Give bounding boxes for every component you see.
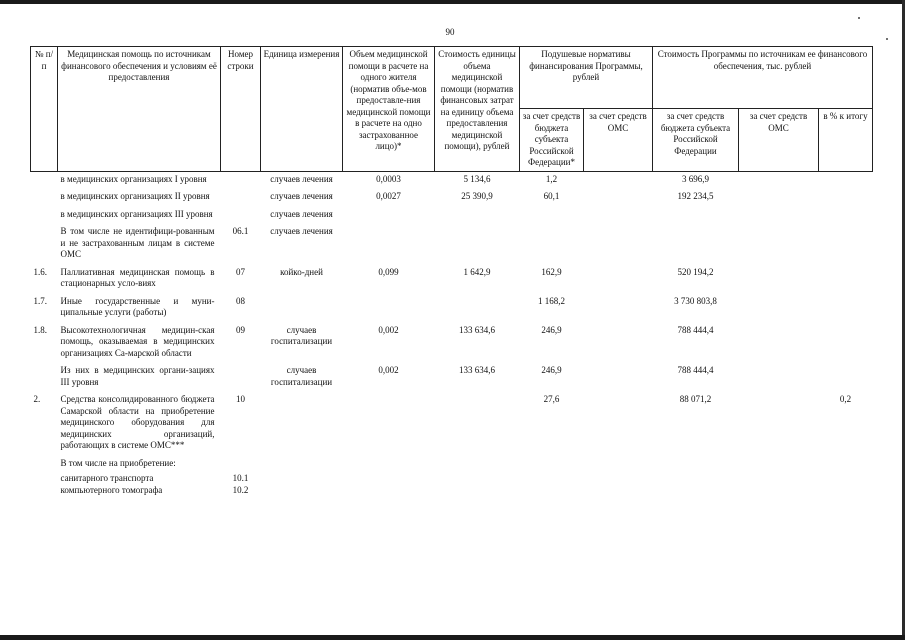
table-row: [31, 265, 873, 294]
row-cost-budget-cell: 3 696,9: [682, 173, 709, 184]
row-per-capita-oms-cell: [584, 392, 653, 456]
row-cost-oms-cell: [739, 392, 819, 456]
row-unit-cost-cell: [435, 207, 520, 225]
row-cost-budget-cell: 788 444,4: [677, 324, 714, 335]
row-per-capita-budget-cell: 246,9: [541, 324, 562, 335]
row-num-cell: [31, 224, 58, 265]
row-num-cell: [31, 456, 58, 474]
row-volume-cell: [343, 224, 435, 265]
row-volume-cell: 0,002: [378, 365, 399, 375]
row-cost-oms-cell: [739, 207, 819, 225]
row-volume-cell: [343, 294, 435, 323]
row-per-capita-budget-cell: [520, 207, 584, 225]
table-row: [31, 224, 873, 265]
row-volume-cell: 0,002: [378, 324, 399, 335]
table-body: [31, 171, 873, 496]
row-unit-cost-cell: [435, 485, 520, 497]
row-per-capita-oms-cell: [584, 294, 653, 323]
row-num-cell: 1.8.: [33, 324, 47, 335]
row-description-cell: Паллиативная медицинская помощь в стационарных усло-виях: [60, 266, 215, 288]
row-unit-cost-cell: 1 642,9: [463, 266, 491, 277]
header-volume: Объем медицинской помощи в расчете на одного жителя (норматив объе-мов предоставле-ния медицинской помощи в расчете на одно застрахованное лицо)*: [343, 47, 435, 172]
header-per-capita-oms: за счет средств ОМС: [584, 109, 653, 172]
header-program-cost-group: Стоимость Программы по источникам ее финансового обеспечения, тыс. рублей: [653, 47, 873, 109]
row-line-number-cell: 07: [236, 266, 245, 277]
page-number: 90: [445, 27, 455, 37]
table-row: [31, 392, 873, 456]
header-cost-oms: за счет средств ОМС: [739, 109, 819, 172]
row-num-cell: 1.7.: [33, 295, 47, 306]
row-per-capita-oms-cell: [584, 485, 653, 497]
row-cost-percent-cell: [819, 294, 873, 323]
row-unit-cost-cell: 25 390,9: [461, 191, 493, 201]
row-num-cell: [31, 207, 58, 225]
row-unit-cost-cell: [435, 294, 520, 323]
row-cost-percent-cell: [819, 265, 873, 294]
row-unit-cell: [261, 392, 343, 456]
row-unit-cost-cell: 133 634,6: [459, 365, 495, 375]
row-num-cell: [31, 363, 58, 392]
row-per-capita-budget-cell: [520, 485, 584, 497]
row-description-cell: В том числе на приобретение:: [60, 457, 176, 468]
row-cost-oms-cell: [739, 473, 819, 485]
row-line-number-cell: 06.1: [232, 226, 249, 236]
row-line-number-cell: [221, 207, 261, 225]
table-row: [31, 456, 873, 474]
table-row: [31, 363, 873, 392]
row-cost-percent-cell: [819, 207, 873, 225]
row-num-cell: [31, 189, 58, 207]
row-cost-oms-cell: [739, 171, 819, 189]
row-num-cell: 1.6.: [33, 266, 47, 277]
row-cost-percent-cell: 0,2: [839, 394, 852, 404]
row-volume-cell: 0,099: [378, 266, 399, 277]
header-per-capita-budget: за счет средств бюджета субъекта Российской Федерации*: [520, 109, 584, 172]
row-unit-cost-cell: [435, 224, 520, 265]
header-cost-budget: за счет средств бюджета субъекта Российской Федерации: [653, 109, 739, 172]
row-description-cell: Средства консолидированного бюджета Самарской области на приобретение медицинского оборудования для медицинских организаций, работающих в системе ОМС***: [60, 394, 215, 450]
row-cost-oms-cell: [739, 265, 819, 294]
header-care: Медицинская помощь по источникам финансового обеспечения и условиям её предоставления: [58, 47, 221, 172]
row-cost-oms-cell: [739, 294, 819, 323]
row-line-number-cell: 10: [236, 394, 245, 404]
row-per-capita-budget-cell: 27,6: [543, 394, 560, 404]
row-per-capita-oms-cell: [584, 363, 653, 392]
row-cost-budget-cell: [653, 485, 739, 497]
row-volume-cell: [343, 207, 435, 225]
table-row: [31, 171, 873, 189]
row-unit-cell: случаев госпитализации: [270, 324, 333, 346]
row-num-cell: 2.: [33, 394, 41, 404]
row-cost-oms-cell: [739, 224, 819, 265]
row-cost-percent-cell: [819, 323, 873, 364]
scan-bottom-edge: [0, 635, 905, 640]
row-unit-cell: случаев лечения: [270, 208, 333, 219]
row-cost-budget-cell: [653, 224, 739, 265]
program-cost-table: [30, 46, 873, 496]
row-cost-oms-cell: [739, 363, 819, 392]
row-cost-budget-cell: [653, 473, 739, 485]
row-unit-cost-cell: 5 134,6: [463, 173, 491, 184]
row-description-cell: компьютерного томографа: [60, 484, 163, 495]
table-row: [31, 189, 873, 207]
row-line-number-cell: 09: [236, 324, 245, 335]
row-unit-cost-cell: [435, 456, 520, 474]
header-row-number: Номер строки: [221, 47, 261, 172]
row-volume-cell: [343, 456, 435, 474]
row-cost-budget-cell: 3 730 803,8: [674, 295, 717, 306]
row-volume-cell: [343, 392, 435, 456]
header-unit: Единица измерения: [261, 47, 343, 172]
row-cost-oms-cell: [739, 323, 819, 364]
row-per-capita-oms-cell: [584, 171, 653, 189]
row-description-cell: в медицинских организациях I уровня: [60, 173, 207, 184]
row-unit-cost-cell: [435, 392, 520, 456]
table-row: [31, 473, 873, 485]
row-unit-cell: случаев лечения: [270, 191, 333, 201]
row-num-cell: [31, 171, 58, 189]
row-line-number-cell: [221, 363, 261, 392]
scan-top-edge: [0, 0, 905, 4]
table-row: [31, 485, 873, 497]
row-unit-cell: койко-дней: [280, 266, 323, 277]
row-cost-percent-cell: [819, 473, 873, 485]
row-line-number-cell: [221, 189, 261, 207]
header-cost-percent: в % к итогу: [819, 109, 873, 172]
scan-speck: [886, 38, 888, 40]
table-row: [31, 207, 873, 225]
row-line-number-cell: [221, 171, 261, 189]
scan-speck: [858, 17, 860, 19]
row-per-capita-budget-cell: [520, 456, 584, 474]
row-unit-cost-cell: [435, 473, 520, 485]
row-unit-cell: [261, 473, 343, 485]
row-unit-cell: случаев лечения: [270, 226, 333, 236]
row-per-capita-budget-cell: [520, 473, 584, 485]
row-unit-cost-cell: 133 634,6: [459, 324, 495, 335]
row-per-capita-budget-cell: [520, 224, 584, 265]
row-cost-oms-cell: [739, 456, 819, 474]
row-per-capita-oms-cell: [584, 265, 653, 294]
row-per-capita-oms-cell: [584, 207, 653, 225]
row-per-capita-oms-cell: [584, 456, 653, 474]
row-cost-percent-cell: [819, 224, 873, 265]
row-cost-percent-cell: [819, 171, 873, 189]
header-unit-cost: Стоимость единицы объема медицинской помощи (норматив финансовых затрат на единицу объема предоставления медицинской помощи), рублей: [435, 47, 520, 172]
row-line-number-cell: 10.1: [232, 473, 249, 483]
header-num: № п/п: [31, 47, 58, 172]
row-cost-percent-cell: [819, 456, 873, 474]
row-cost-percent-cell: [819, 363, 873, 392]
row-description-cell: Иные государственные и муни-ципальные услуги (работы): [60, 295, 215, 317]
table-header: [31, 47, 873, 172]
row-cost-budget-cell: 788 444,4: [677, 365, 714, 375]
table-row: [31, 294, 873, 323]
row-num-cell: [31, 485, 58, 497]
row-per-capita-budget-cell: 246,9: [541, 365, 562, 375]
row-num-cell: [31, 473, 58, 485]
row-cost-budget-cell: [653, 207, 739, 225]
row-description-cell: санитарного транспорта: [60, 473, 154, 483]
row-per-capita-budget-cell: 60,1: [543, 191, 560, 201]
row-cost-budget-cell: 88 071,2: [679, 394, 712, 404]
row-description-cell: в медицинских организациях III уровня: [60, 208, 213, 219]
row-description-cell: Из них в медицинских органи-зациях III уровня: [60, 365, 215, 387]
row-cost-oms-cell: [739, 485, 819, 497]
row-unit-cell: случаев госпитализации: [270, 365, 333, 387]
row-cost-budget-cell: 192 234,5: [677, 191, 714, 201]
row-per-capita-oms-cell: [584, 323, 653, 364]
row-per-capita-budget-cell: 1 168,2: [538, 295, 565, 306]
header-per-capita-group: Подушевые нормативы финансирования Программы, рублей: [520, 47, 653, 109]
row-per-capita-oms-cell: [584, 224, 653, 265]
row-line-number-cell: 10.2: [232, 484, 249, 495]
row-cost-oms-cell: [739, 189, 819, 207]
row-cost-percent-cell: [819, 485, 873, 497]
row-volume-cell: [343, 473, 435, 485]
row-cost-percent-cell: [819, 189, 873, 207]
row-unit-cell: [261, 294, 343, 323]
row-description-cell: Высокотехнологичная медицин-ская помощь, оказываемая в медицинских организациях Са-марской области: [60, 324, 215, 358]
row-per-capita-budget-cell: 162,9: [541, 266, 562, 277]
row-line-number-cell: 08: [236, 295, 245, 306]
row-description-cell: В том числе не идентифици-рованным и не застрахованным лицам в системе ОМС: [60, 226, 215, 259]
row-per-capita-oms-cell: [584, 473, 653, 485]
row-unit-cell: [261, 456, 343, 474]
row-per-capita-oms-cell: [584, 189, 653, 207]
row-unit-cell: случаев лечения: [270, 173, 333, 184]
row-volume-cell: 0,0027: [376, 191, 401, 201]
row-cost-budget-cell: [653, 456, 739, 474]
row-volume-cell: [343, 485, 435, 497]
row-description-cell: в медицинских организациях II уровня: [60, 191, 210, 201]
row-per-capita-budget-cell: 1,2: [545, 173, 558, 184]
row-line-number-cell: [221, 456, 261, 474]
table-row: [31, 323, 873, 364]
row-cost-budget-cell: 520 194,2: [677, 266, 714, 277]
row-unit-cell: [261, 485, 343, 497]
row-volume-cell: 0,0003: [376, 173, 401, 184]
